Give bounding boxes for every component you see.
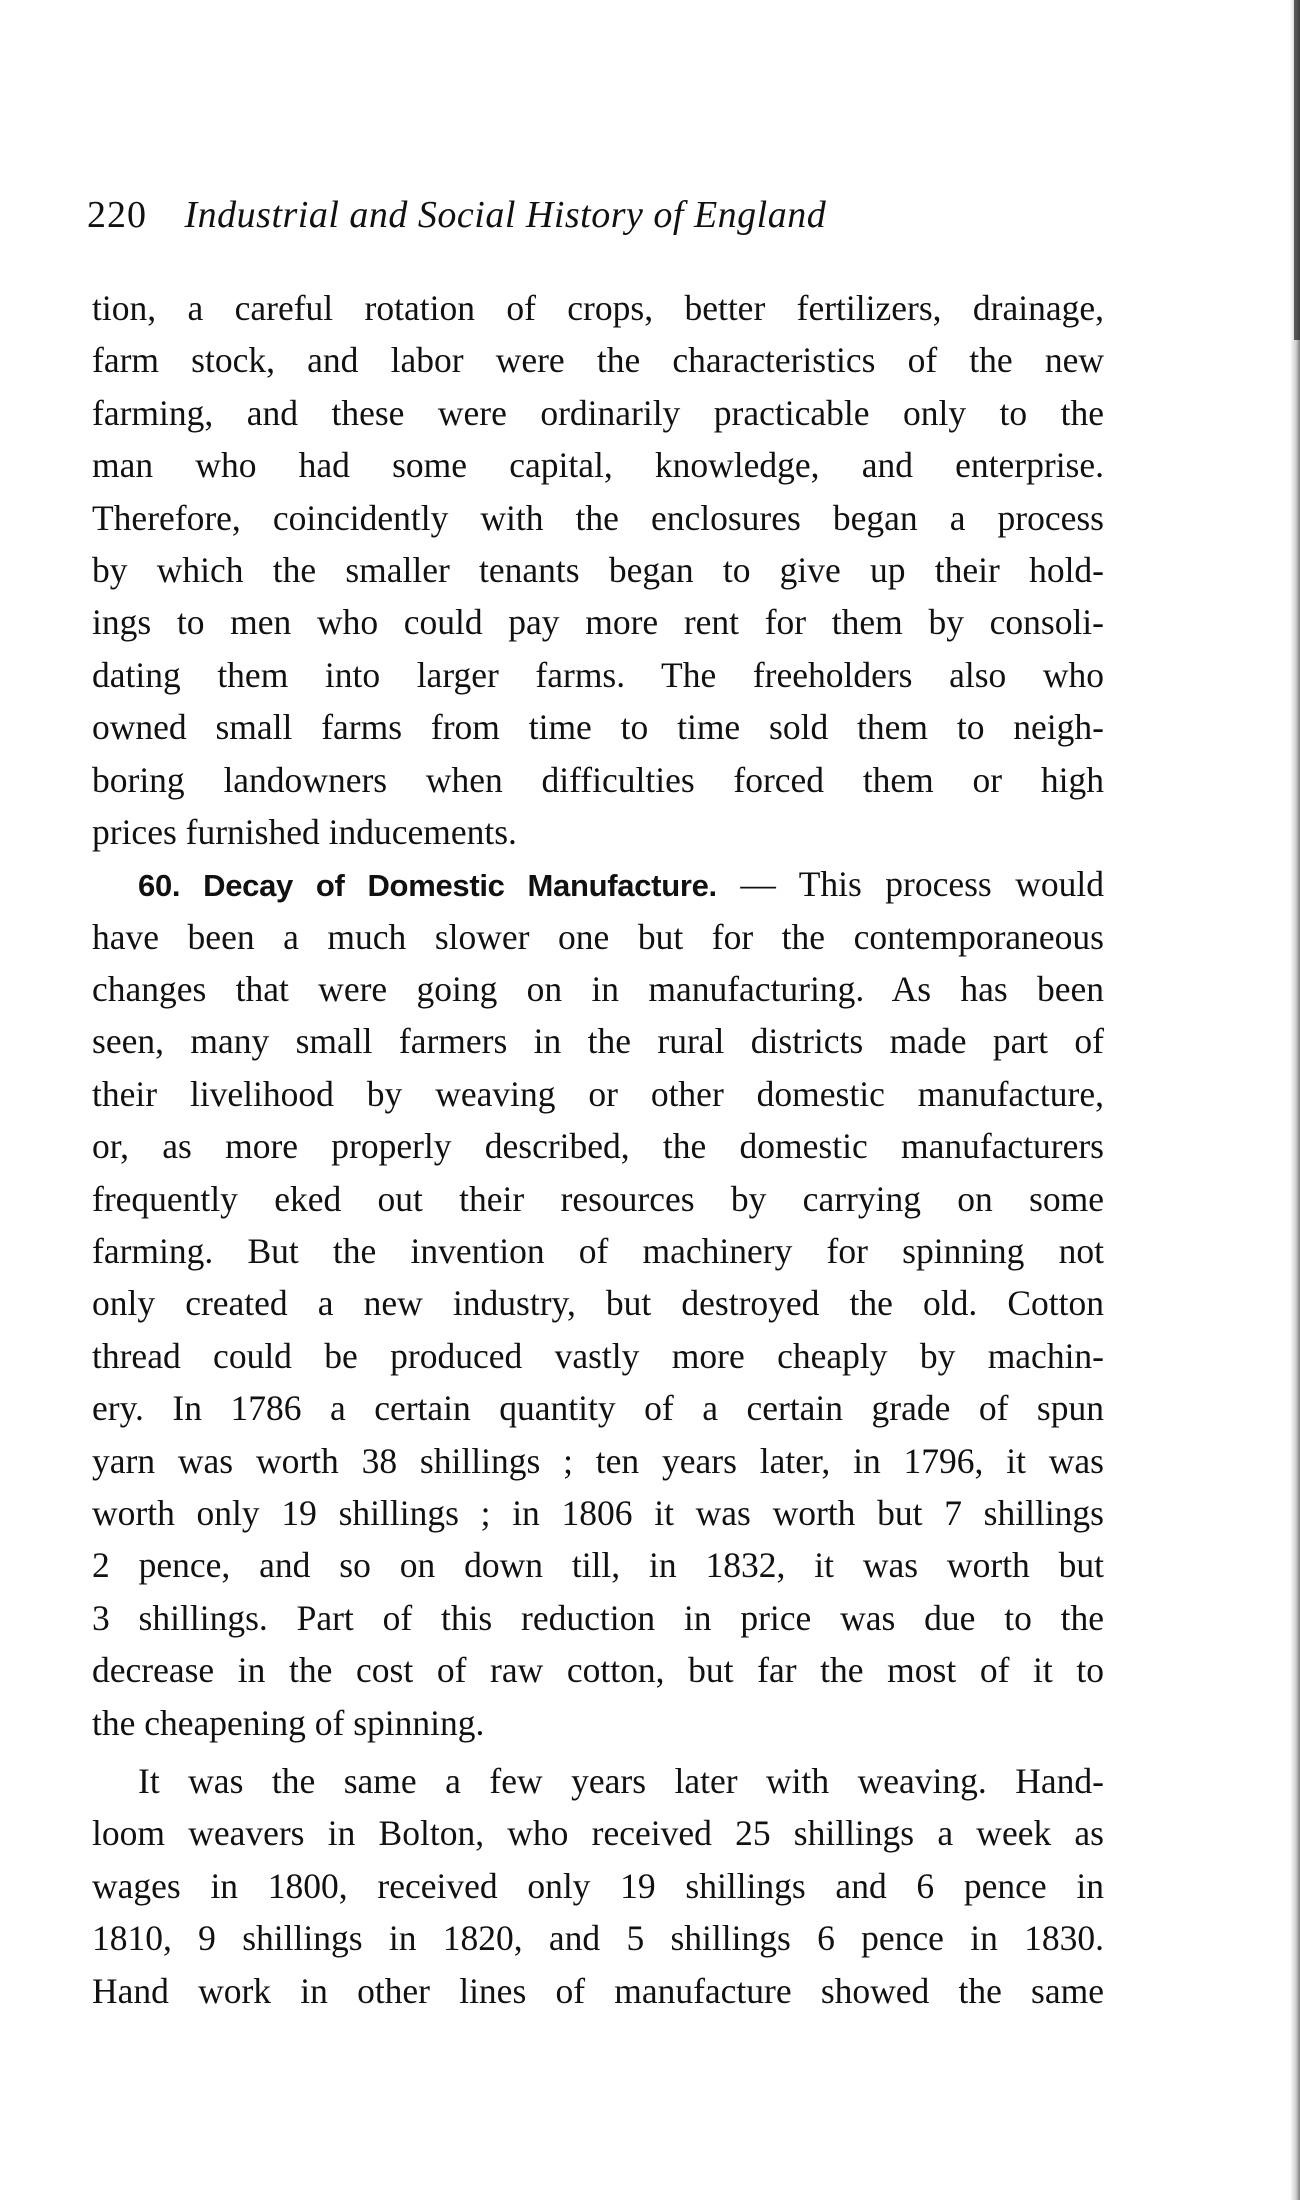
- text-line: 3 shillings. Part of this reduction in price was due to the: [92, 1597, 1104, 1638]
- text-line: tion, a careful rotation of crops, better fertilizers, drainage,: [92, 288, 1104, 328]
- scan-edge-mark: [1294, 0, 1300, 340]
- section-first-line-text: This process would: [798, 864, 1104, 905]
- text-line: by which the smaller tenants began to give up their hold-: [92, 549, 1104, 590]
- text-line: owned small farms from time to time sold them to neigh-: [92, 707, 1104, 748]
- text-line: 1810, 9 shillings in 1820, and 5 shillings 6 pence in 1830.: [92, 1918, 1104, 1959]
- text-line: yarn was worth 38 shillings ; ten years later, in 1796, it was: [92, 1440, 1104, 1481]
- section-heading: 60. Decay of Domestic Manufacture.: [138, 868, 717, 904]
- section-first-line: [92, 858, 1104, 910]
- text-line: dating them into larger farms. The freeholders also who: [92, 654, 1104, 695]
- section-heading-dash: —: [716, 864, 799, 905]
- text-line: Hand work in other lines of manufacture showed the same: [92, 1970, 1104, 2011]
- text-line: seen, many small farmers in the rural districts made part of: [92, 1021, 1104, 1062]
- text-line: loom weavers in Bolton, who received 25 shillings a week as: [92, 1813, 1104, 1854]
- text-line: 2 pence, and so on down till, in 1832, it was worth but: [92, 1545, 1104, 1586]
- text-line: worth only 19 shillings ; in 1806 it was worth but 7 shillings: [92, 1492, 1104, 1533]
- text-line: only created a new industry, but destroyed the old. Cotton: [92, 1283, 1104, 1324]
- text-line: wages in 1800, received only 19 shillings and 6 pence in: [92, 1865, 1104, 1906]
- text-line: ery. In 1786 a certain quantity of a certain grade of spun: [92, 1388, 1104, 1429]
- text-line: farming. But the invention of machinery for spinning not: [92, 1231, 1104, 1272]
- text-line: It was the same a few years later with weaving. Hand-: [138, 1760, 1104, 1801]
- page-number: 220: [87, 194, 147, 236]
- text-line: ings to men who could pay more rent for them by consoli-: [92, 602, 1104, 643]
- text-line: or, as more properly described, the domestic manufacturers: [92, 1126, 1104, 1167]
- text-line: thread could be produced vastly more cheaply by machin-: [92, 1335, 1104, 1376]
- text-line: decrease in the cost of raw cotton, but far the most of it to: [92, 1650, 1104, 1691]
- text-line: the cheapening of spinning.: [92, 1702, 485, 1743]
- text-line: boring landowners when difficulties forced them or high: [92, 759, 1104, 800]
- text-line: farm stock, and labor were the characteristics of the new: [92, 340, 1104, 381]
- text-line: have been a much slower one but for the contemporaneous: [92, 916, 1104, 957]
- text-line: prices furnished inducements.: [92, 811, 517, 852]
- text-line: man who had some capital, knowledge, and enterprise.: [92, 445, 1104, 486]
- body-text: [92, 282, 1104, 2017]
- text-line: Therefore, coincidently with the enclosures began a process: [92, 497, 1104, 538]
- running-title: Industrial and Social History of England: [184, 194, 827, 236]
- text-line: their livelihood by weaving or other domestic manufacture,: [92, 1073, 1104, 1114]
- text-line: changes that were going on in manufacturing. As has been: [92, 969, 1104, 1010]
- text-line: farming, and these were ordinarily practicable only to the: [92, 392, 1104, 433]
- running-head: [87, 185, 1127, 245]
- text-line: frequently eked out their resources by carrying on some: [92, 1178, 1104, 1219]
